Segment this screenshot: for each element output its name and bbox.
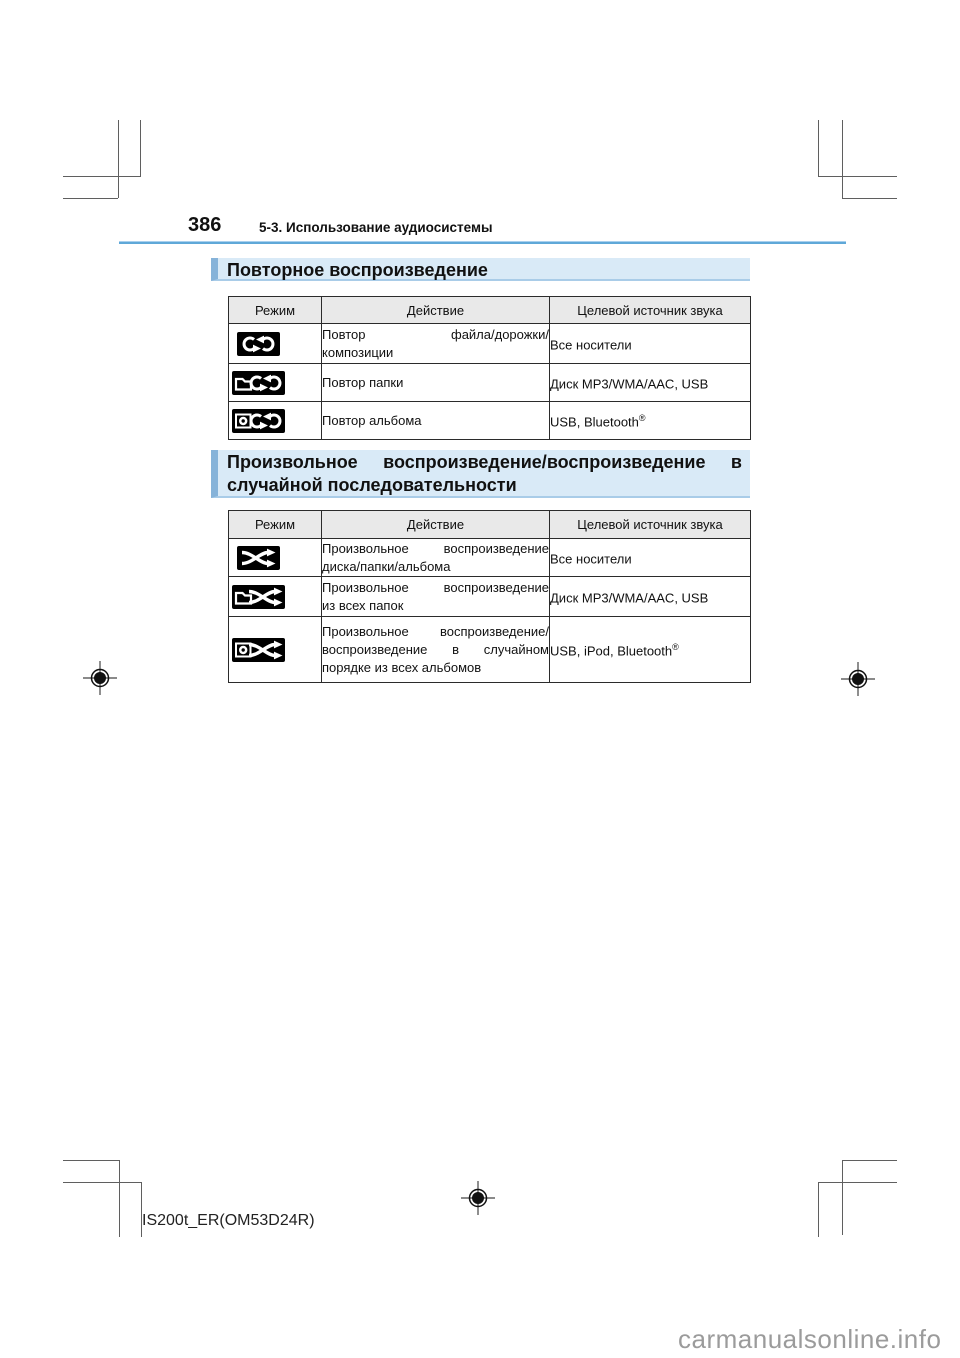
crop-mark bbox=[842, 198, 897, 199]
header-rule bbox=[119, 241, 846, 244]
crop-mark bbox=[119, 1160, 120, 1237]
action-text: Повтор файла/дорожки/ композиции bbox=[322, 326, 549, 360]
table-row bbox=[229, 617, 751, 683]
action-text: Повтор папки bbox=[322, 374, 404, 390]
document-code: IS200t_ER(OM53D24R) bbox=[142, 1212, 315, 1229]
crop-mark bbox=[63, 176, 141, 177]
target-source-text: Диск MP3/WMA/AAC, USB bbox=[550, 364, 751, 402]
repeat-icon bbox=[237, 332, 280, 356]
table-header-row bbox=[229, 297, 751, 324]
section-title-text: Повторное воспроизведение bbox=[227, 260, 488, 280]
repeat-folder-icon bbox=[232, 371, 285, 395]
crop-mark bbox=[118, 120, 119, 198]
crop-mark bbox=[818, 1182, 897, 1183]
section-title-repeat bbox=[211, 258, 750, 281]
table-row bbox=[229, 577, 751, 617]
action-text: Произвольное воспроизведение диска/папки/альбома bbox=[322, 540, 549, 574]
table-row bbox=[229, 402, 751, 440]
crop-mark bbox=[842, 1160, 843, 1235]
target-source-text: Все носители bbox=[550, 539, 751, 577]
registration-mark-icon bbox=[461, 1181, 495, 1215]
crop-mark bbox=[818, 176, 897, 177]
crop-mark bbox=[818, 1182, 819, 1237]
table-row bbox=[229, 539, 751, 577]
crop-mark bbox=[63, 1160, 119, 1161]
table-row bbox=[229, 364, 751, 402]
action-text: Произвольное воспроизведение из всех папок bbox=[322, 579, 549, 613]
action-text: Произвольное воспроизведение/ воспроизведение в случайном порядке из всех альбомов bbox=[322, 623, 549, 675]
crop-mark bbox=[818, 120, 819, 177]
col-header-target: Целевой источник звука bbox=[550, 297, 751, 324]
table-row bbox=[229, 324, 751, 364]
page-number: 386 bbox=[188, 214, 222, 236]
col-header-action: Действие bbox=[322, 297, 550, 324]
registration-mark-icon bbox=[841, 662, 875, 696]
repeat-album-icon bbox=[232, 409, 285, 433]
crop-mark bbox=[140, 120, 141, 177]
crop-mark bbox=[842, 120, 843, 198]
chapter-header: 5-3. Использование аудиосистемы bbox=[259, 220, 493, 235]
target-source-text: USB, Bluetooth® bbox=[550, 402, 751, 440]
table-header-row bbox=[229, 511, 751, 539]
target-source-text: Все носители bbox=[550, 324, 751, 364]
col-header-mode: Режим bbox=[229, 511, 322, 539]
shuffle-folder-icon bbox=[232, 585, 285, 609]
col-header-action: Действие bbox=[322, 511, 550, 539]
repeat-table bbox=[228, 296, 751, 440]
col-header-mode: Режим bbox=[229, 297, 322, 324]
shuffle-album-icon bbox=[232, 638, 285, 662]
crop-mark bbox=[63, 198, 118, 199]
target-source-text: USB, iPod, Bluetooth® bbox=[550, 617, 751, 683]
section-title-text: Произвольное воспроизведение/воспроизведение в случайной последовательности bbox=[227, 452, 742, 495]
action-text: Повтор альбома bbox=[322, 412, 422, 428]
crop-mark bbox=[842, 1160, 897, 1161]
section-title-random bbox=[211, 450, 750, 498]
registration-mark-icon bbox=[83, 661, 117, 695]
random-table bbox=[228, 510, 751, 683]
crop-mark bbox=[63, 1182, 141, 1183]
watermark-text: carmanualsonline.info bbox=[678, 1324, 942, 1354]
col-header-target: Целевой источник звука bbox=[550, 511, 751, 539]
shuffle-icon bbox=[237, 546, 280, 570]
target-source-text: Диск MP3/WMA/AAC, USB bbox=[550, 577, 751, 617]
